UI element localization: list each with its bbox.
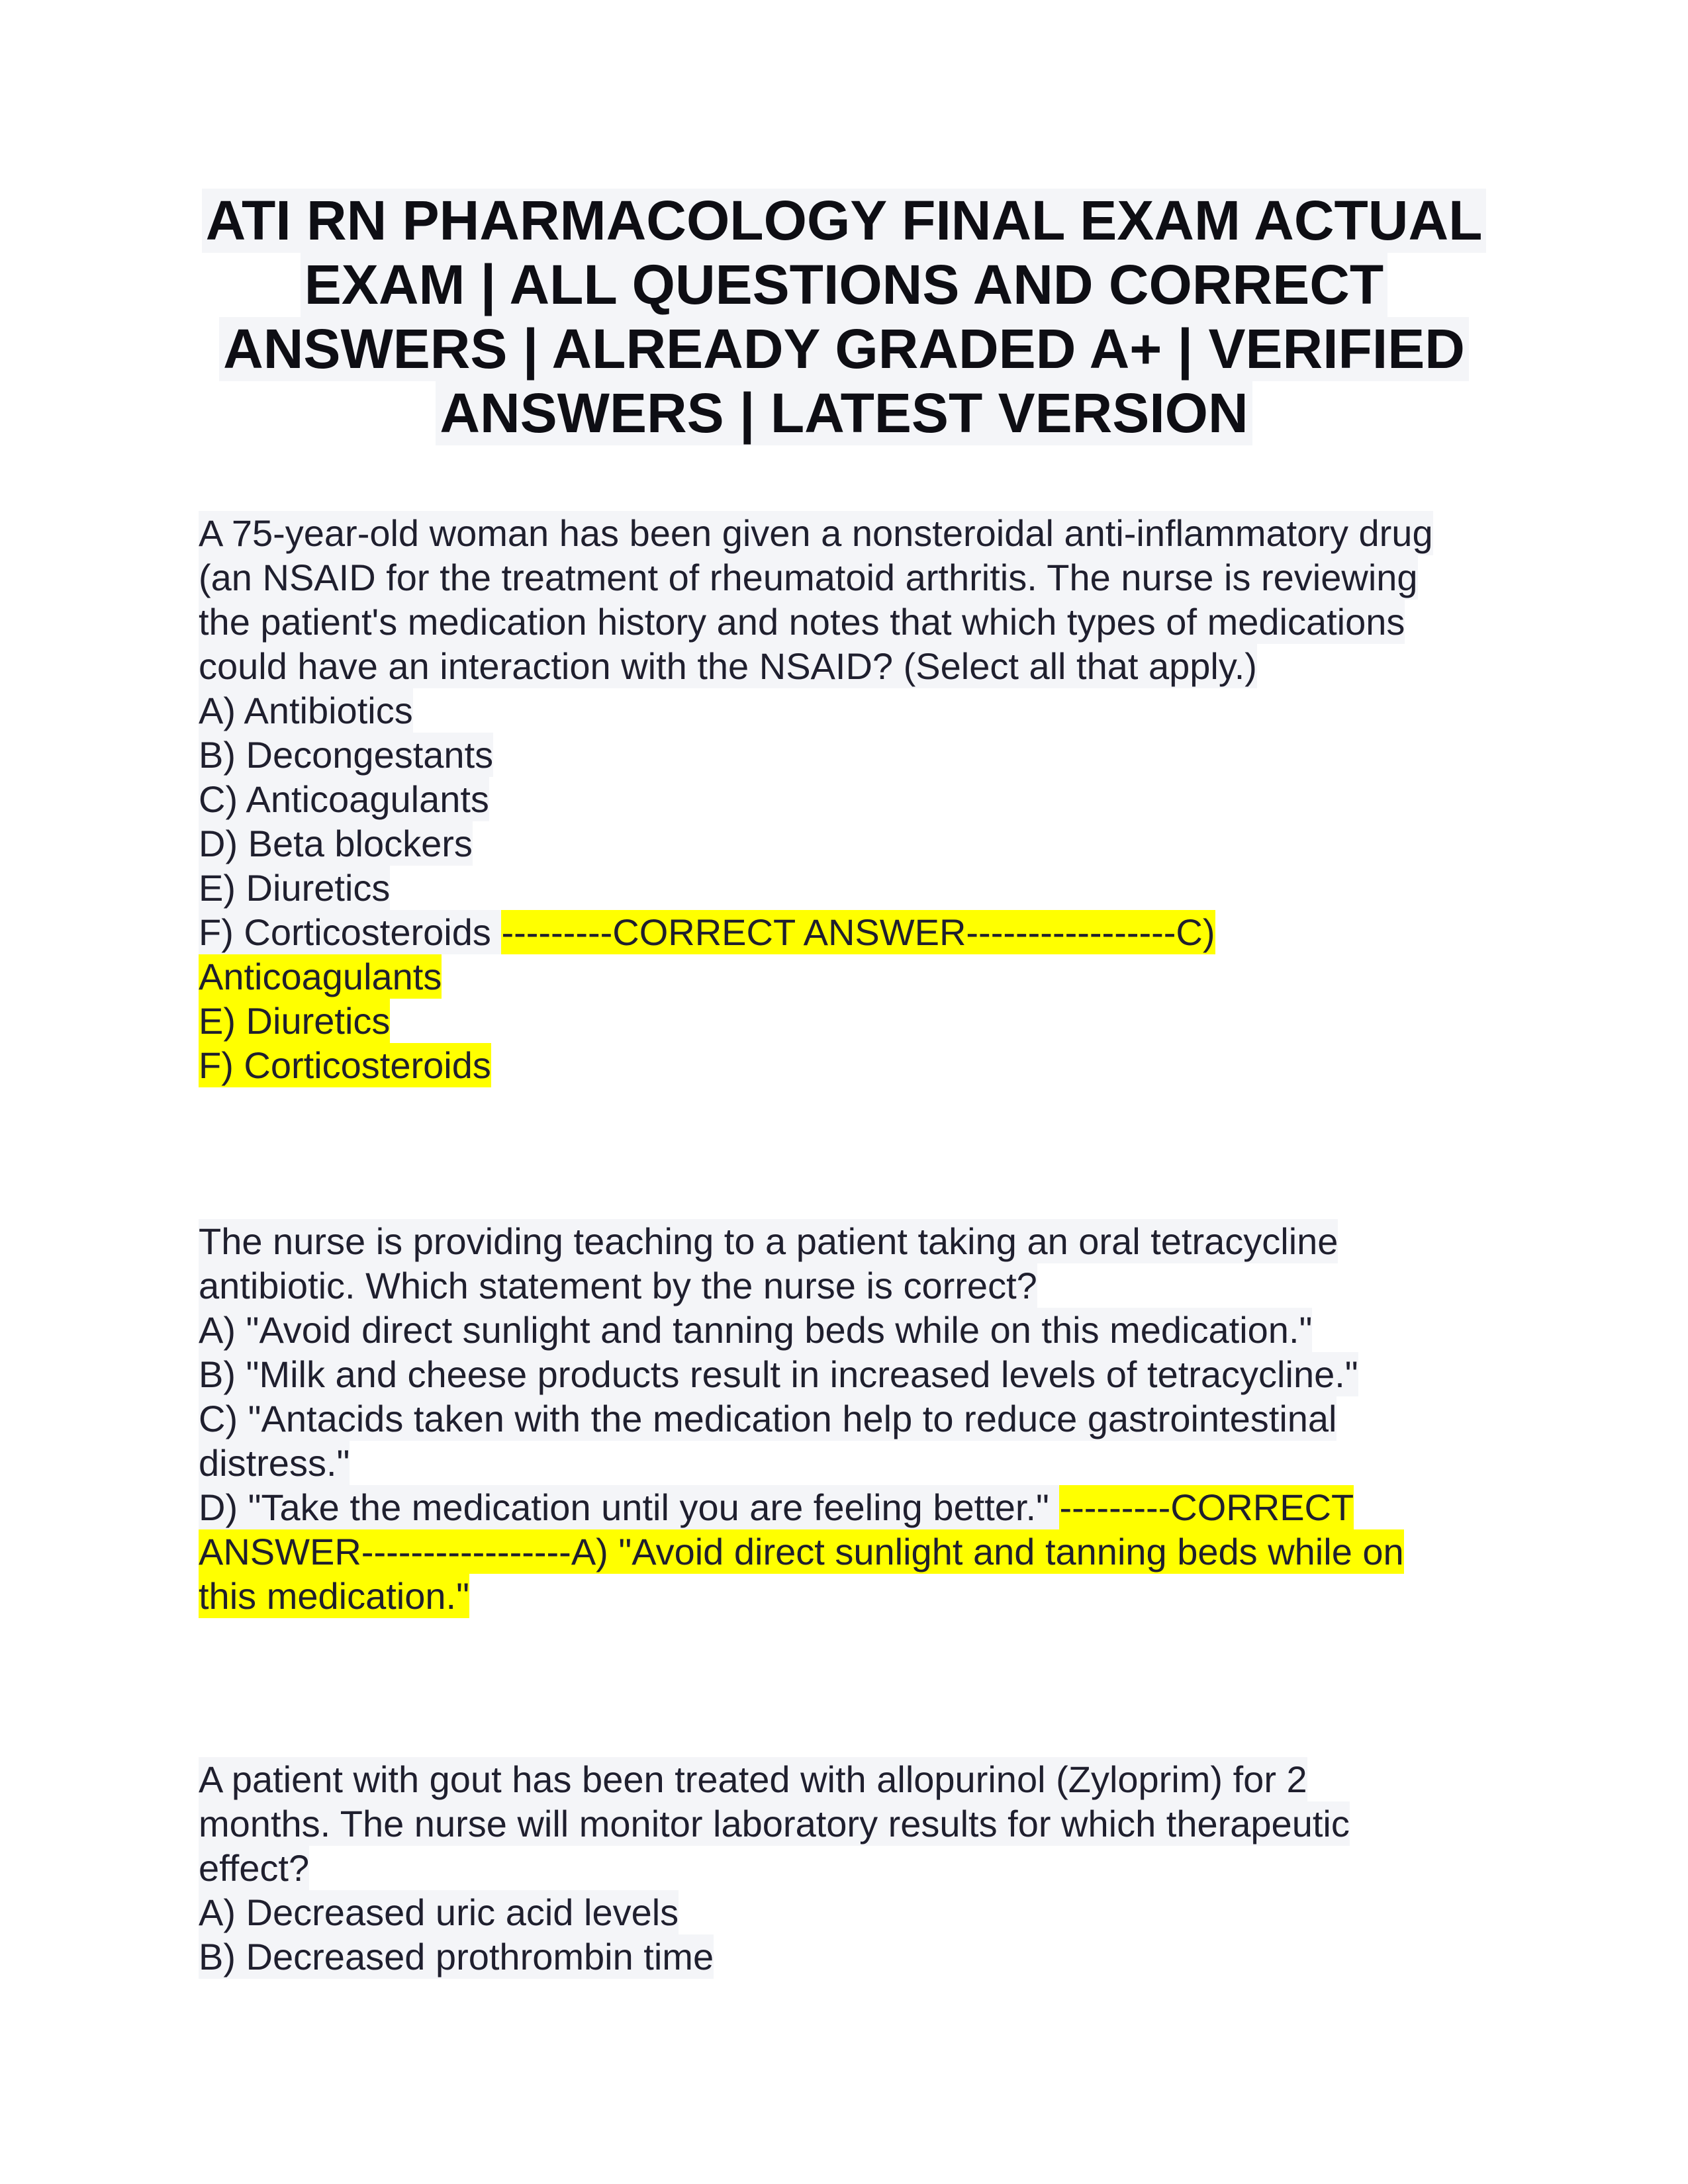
document-title xyxy=(165,189,1523,445)
answer-option: F) Corticosteroids xyxy=(199,911,502,953)
correct-answer-marker: ---------CORRECT ANSWER-----------------C) xyxy=(501,911,1215,953)
correct-answer-line: E) Diuretics xyxy=(199,1000,391,1042)
correct-answer-line: Anticoagulants xyxy=(199,956,442,997)
answer-option: D) Beta blockers xyxy=(199,823,473,864)
title-line: ANSWERS | ALREADY GRADED A+ | VERIFIED xyxy=(219,317,1469,381)
question-3 xyxy=(199,1757,1523,1979)
answer-option: distress." xyxy=(199,1442,350,1484)
answer-option: A) "Avoid direct sunlight and tanning beds while on this medication." xyxy=(199,1309,1313,1351)
answer-option: B) "Milk and cheese products result in increased levels of tetracycline." xyxy=(199,1353,1358,1395)
correct-answer-line: ANSWER-----------------A) "Avoid direct sunlight and tanning beds while on xyxy=(199,1531,1404,1572)
title-line: ANSWERS | LATEST VERSION xyxy=(436,381,1252,445)
title-line: EXAM | ALL QUESTIONS AND CORRECT xyxy=(301,253,1387,317)
correct-answer-line: F) Corticosteroids xyxy=(199,1044,491,1086)
answer-option: A) Antibiotics xyxy=(199,690,413,731)
title-line: ATI RN PHARMACOLOGY FINAL EXAM ACTUAL xyxy=(202,189,1487,253)
question-1 xyxy=(199,511,1523,1087)
answer-option: C) "Antacids taken with the medication help to reduce gastrointestinal xyxy=(199,1398,1337,1439)
question-stem-line: A 75-year-old woman has been given a nonsteroidal anti-inflammatory drug xyxy=(199,512,1433,554)
question-2 xyxy=(199,1219,1523,1618)
question-stem-line: A patient with gout has been treated with allopurinol (Zyloprim) for 2 xyxy=(199,1758,1307,1800)
answer-option: B) Decreased prothrombin time xyxy=(199,1936,714,1978)
question-stem-line: months. The nurse will monitor laboratory results for which therapeutic xyxy=(199,1803,1350,1844)
question-stem-line: effect? xyxy=(199,1847,310,1889)
correct-answer-marker: ---------CORRECT xyxy=(1059,1486,1354,1528)
answer-option: E) Diuretics xyxy=(199,867,391,909)
answer-option: C) Anticoagulants xyxy=(199,778,489,820)
question-stem-line: (an NSAID for the treatment of rheumatoid arthritis. The nurse is reviewing xyxy=(199,557,1418,598)
question-stem-line: the patient's medication history and notes that which types of medications xyxy=(199,601,1405,643)
question-stem-line: The nurse is providing teaching to a patient taking an oral tetracycline xyxy=(199,1220,1338,1262)
question-stem-line: could have an interaction with the NSAID? (Select all that apply.) xyxy=(199,645,1257,687)
answer-option: B) Decongestants xyxy=(199,734,494,776)
answer-option: D) "Take the medication until you are feeling better." xyxy=(199,1486,1060,1528)
question-stem-line: antibiotic. Which statement by the nurse is correct? xyxy=(199,1265,1037,1306)
correct-answer-line: this medication." xyxy=(199,1575,469,1617)
answer-option: A) Decreased uric acid levels xyxy=(199,1891,679,1933)
